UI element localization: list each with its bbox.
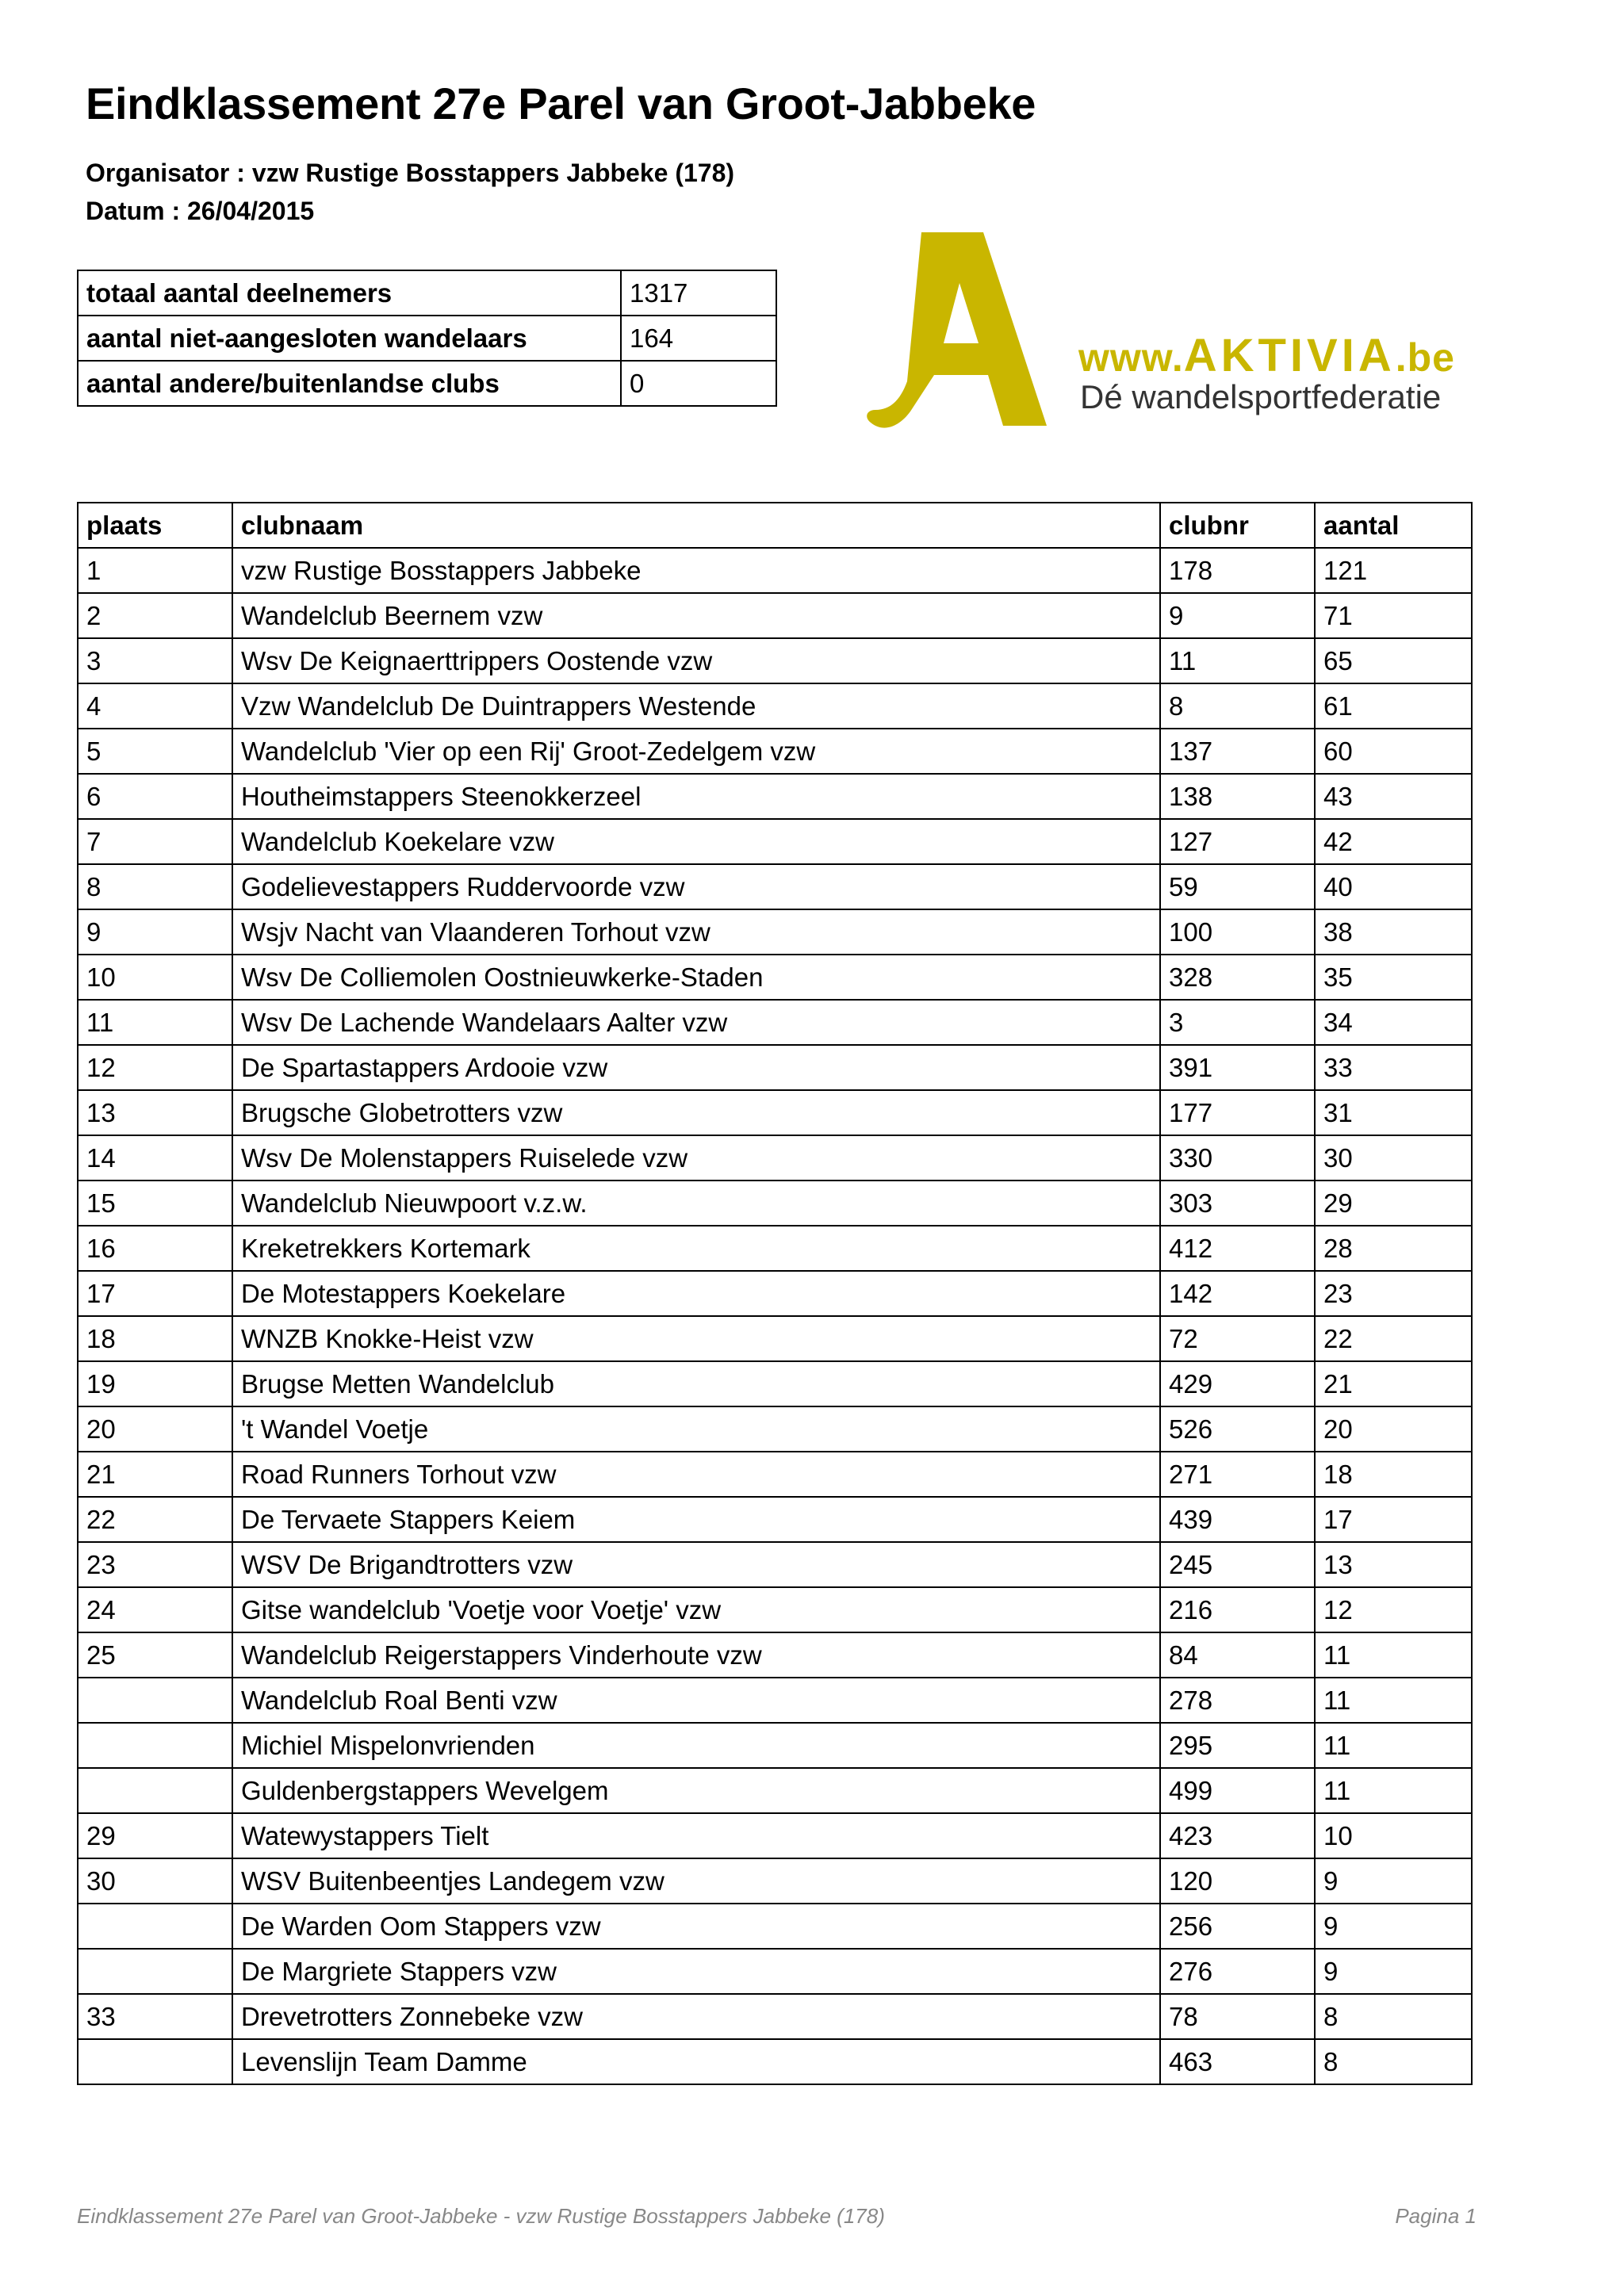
aktivia-a-mark-icon	[848, 226, 1078, 440]
cell-plaats: 1	[78, 548, 232, 593]
cell-plaats: 21	[78, 1452, 232, 1497]
cell-aantal: 23	[1315, 1271, 1472, 1316]
cell-aantal: 65	[1315, 638, 1472, 683]
cell-clubnaam: Drevetrotters Zonnebeke vzw	[232, 1994, 1160, 2039]
cell-clubnaam: Wsv De Colliemolen Oostnieuwkerke-Staden	[232, 955, 1160, 1000]
date-line: Datum : 26/04/2015	[86, 197, 315, 225]
cell-aantal: 10	[1315, 1813, 1472, 1858]
cell-plaats: 24	[78, 1587, 232, 1632]
cell-aantal: 11	[1315, 1768, 1472, 1813]
results-header-row	[78, 503, 1472, 548]
cell-clubnr: 245	[1160, 1542, 1315, 1587]
cell-aantal: 40	[1315, 864, 1472, 909]
cell-clubnaam: Wandelclub 'Vier op een Rij' Groot-Zedelgem vzw	[232, 729, 1160, 774]
table-row	[78, 1858, 1472, 1904]
cell-clubnr: 303	[1160, 1181, 1315, 1226]
cell-clubnr: 295	[1160, 1723, 1315, 1768]
cell-plaats: 10	[78, 955, 232, 1000]
table-row	[78, 1090, 1472, 1135]
cell-clubnaam: Brugsche Globetrotters vzw	[232, 1090, 1160, 1135]
cell-plaats: 5	[78, 729, 232, 774]
cell-clubnaam: Wandelclub Reigerstappers Vinderhoute vzw	[232, 1632, 1160, 1678]
cell-aantal: 9	[1315, 1904, 1472, 1949]
page-title: Eindklassement 27e Parel van Groot-Jabbeke	[86, 78, 1036, 128]
cell-plaats: 15	[78, 1181, 232, 1226]
cell-clubnaam: Wsv De Lachende Wandelaars Aalter vzw	[232, 1000, 1160, 1045]
cell-clubnaam: Levenslijn Team Damme	[232, 2039, 1160, 2084]
table-row	[78, 683, 1472, 729]
cell-plaats: 19	[78, 1361, 232, 1406]
cell-plaats: 30	[78, 1858, 232, 1904]
cell-aantal: 11	[1315, 1723, 1472, 1768]
cell-aantal: 35	[1315, 955, 1472, 1000]
table-row	[78, 1497, 1472, 1542]
cell-plaats: 6	[78, 774, 232, 819]
aktivia-logo	[848, 226, 1475, 440]
table-row	[78, 1678, 1472, 1723]
cell-aantal: 20	[1315, 1406, 1472, 1452]
cell-clubnaam: Gitse wandelclub 'Voetje voor Voetje' vzw	[232, 1587, 1160, 1632]
cell-clubnaam: De Spartastappers Ardooie vzw	[232, 1045, 1160, 1090]
cell-aantal: 22	[1315, 1316, 1472, 1361]
cell-plaats: 25	[78, 1632, 232, 1678]
table-row	[78, 1949, 1472, 1994]
cell-plaats: 4	[78, 683, 232, 729]
cell-plaats: 2	[78, 593, 232, 638]
cell-aantal: 31	[1315, 1090, 1472, 1135]
cell-clubnr: 142	[1160, 1271, 1315, 1316]
cell-aantal: 34	[1315, 1000, 1472, 1045]
cell-aantal: 17	[1315, 1497, 1472, 1542]
cell-clubnaam: WSV De Brigandtrotters vzw	[232, 1542, 1160, 1587]
cell-plaats: 18	[78, 1316, 232, 1361]
table-row	[78, 1316, 1472, 1361]
logo-url-brand: AKTIVIA	[1183, 330, 1396, 381]
cell-aantal: 11	[1315, 1678, 1472, 1723]
cell-clubnr: 330	[1160, 1135, 1315, 1181]
table-row	[78, 729, 1472, 774]
summary-value: 0	[621, 361, 776, 406]
cell-clubnr: 429	[1160, 1361, 1315, 1406]
cell-plaats: 17	[78, 1271, 232, 1316]
cell-plaats	[78, 2039, 232, 2084]
logo-url	[1078, 329, 1455, 382]
table-row	[78, 1135, 1472, 1181]
cell-plaats: 29	[78, 1813, 232, 1858]
cell-clubnaam: Wandelclub Nieuwpoort v.z.w.	[232, 1181, 1160, 1226]
cell-clubnr: 256	[1160, 1904, 1315, 1949]
table-row	[78, 864, 1472, 909]
cell-clubnr: 216	[1160, 1587, 1315, 1632]
cell-aantal: 29	[1315, 1181, 1472, 1226]
cell-aantal: 33	[1315, 1045, 1472, 1090]
cell-clubnaam: Road Runners Torhout vzw	[232, 1452, 1160, 1497]
cell-clubnaam: WNZB Knokke-Heist vzw	[232, 1316, 1160, 1361]
cell-clubnr: 11	[1160, 638, 1315, 683]
cell-clubnr: 72	[1160, 1316, 1315, 1361]
organizer-line: Organisator : vzw Rustige Bosstappers Jabbeke (178)	[86, 159, 735, 187]
cell-plaats: 20	[78, 1406, 232, 1452]
cell-clubnr: 463	[1160, 2039, 1315, 2084]
table-row	[78, 1406, 1472, 1452]
table-row	[78, 1181, 1472, 1226]
cell-clubnaam: Wandelclub Roal Benti vzw	[232, 1678, 1160, 1723]
cell-clubnr: 526	[1160, 1406, 1315, 1452]
table-row	[78, 1723, 1472, 1768]
table-row	[78, 1587, 1472, 1632]
cell-clubnaam: 't Wandel Voetje	[232, 1406, 1160, 1452]
cell-clubnr: 138	[1160, 774, 1315, 819]
cell-clubnaam: Brugse Metten Wandelclub	[232, 1361, 1160, 1406]
cell-aantal: 61	[1315, 683, 1472, 729]
table-row	[78, 955, 1472, 1000]
cell-plaats: 8	[78, 864, 232, 909]
cell-aantal: 121	[1315, 548, 1472, 593]
cell-clubnr: 9	[1160, 593, 1315, 638]
cell-aantal: 13	[1315, 1542, 1472, 1587]
table-row	[78, 1361, 1472, 1406]
cell-aantal: 8	[1315, 2039, 1472, 2084]
cell-plaats: 16	[78, 1226, 232, 1271]
cell-clubnaam: De Warden Oom Stappers vzw	[232, 1904, 1160, 1949]
cell-plaats	[78, 1723, 232, 1768]
cell-plaats: 22	[78, 1497, 232, 1542]
cell-clubnaam: Guldenbergstappers Wevelgem	[232, 1768, 1160, 1813]
cell-clubnr: 120	[1160, 1858, 1315, 1904]
cell-clubnr: 137	[1160, 729, 1315, 774]
cell-plaats: 9	[78, 909, 232, 955]
cell-plaats: 13	[78, 1090, 232, 1135]
summary-value: 1317	[621, 270, 776, 316]
cell-aantal: 71	[1315, 593, 1472, 638]
cell-aantal: 9	[1315, 1949, 1472, 1994]
table-row	[78, 593, 1472, 638]
cell-aantal: 43	[1315, 774, 1472, 819]
summary-label: aantal niet-aangesloten wandelaars	[78, 316, 621, 361]
table-row	[78, 1994, 1472, 2039]
summary-label: aantal andere/buitenlandse clubs	[78, 361, 621, 406]
summary-row	[78, 316, 776, 361]
cell-clubnaam: Wsv De Keignaerttrippers Oostende vzw	[232, 638, 1160, 683]
cell-aantal: 21	[1315, 1361, 1472, 1406]
cell-plaats	[78, 1904, 232, 1949]
cell-clubnr: 271	[1160, 1452, 1315, 1497]
table-row	[78, 1226, 1472, 1271]
table-row	[78, 638, 1472, 683]
cell-plaats: 23	[78, 1542, 232, 1587]
cell-aantal: 12	[1315, 1587, 1472, 1632]
table-row	[78, 1000, 1472, 1045]
cell-clubnr: 328	[1160, 955, 1315, 1000]
cell-clubnr: 178	[1160, 548, 1315, 593]
table-row	[78, 909, 1472, 955]
cell-aantal: 28	[1315, 1226, 1472, 1271]
footer-text: Eindklassement 27e Parel van Groot-Jabbeke - vzw Rustige Bosstappers Jabbeke (178)	[77, 2204, 885, 2228]
table-row	[78, 1904, 1472, 1949]
cell-aantal: 9	[1315, 1858, 1472, 1904]
logo-url-suffix: .be	[1395, 335, 1455, 380]
header-aantal: aantal	[1315, 503, 1472, 548]
summary-table	[77, 270, 777, 407]
table-row	[78, 1271, 1472, 1316]
cell-aantal: 11	[1315, 1632, 1472, 1678]
cell-clubnr: 84	[1160, 1632, 1315, 1678]
cell-clubnaam: Wsv De Molenstappers Ruiselede vzw	[232, 1135, 1160, 1181]
cell-plaats	[78, 1768, 232, 1813]
cell-clubnr: 412	[1160, 1226, 1315, 1271]
logo-url-prefix: www.	[1078, 335, 1184, 380]
cell-plaats: 33	[78, 1994, 232, 2039]
cell-aantal: 30	[1315, 1135, 1472, 1181]
table-row	[78, 1045, 1472, 1090]
cell-clubnr: 423	[1160, 1813, 1315, 1858]
cell-clubnaam: WSV Buitenbeentjes Landegem vzw	[232, 1858, 1160, 1904]
cell-clubnr: 177	[1160, 1090, 1315, 1135]
cell-aantal: 38	[1315, 909, 1472, 955]
header-plaats: plaats	[78, 503, 232, 548]
results-table	[77, 502, 1473, 2085]
header-clubnr: clubnr	[1160, 503, 1315, 548]
cell-clubnaam: Kreketrekkers Kortemark	[232, 1226, 1160, 1271]
cell-aantal: 8	[1315, 1994, 1472, 2039]
cell-clubnaam: Michiel Mispelonvrienden	[232, 1723, 1160, 1768]
header-clubnaam: clubnaam	[232, 503, 1160, 548]
cell-clubnr: 8	[1160, 683, 1315, 729]
cell-plaats: 7	[78, 819, 232, 864]
cell-clubnaam: De Tervaete Stappers Keiem	[232, 1497, 1160, 1542]
cell-aantal: 18	[1315, 1452, 1472, 1497]
table-row	[78, 819, 1472, 864]
cell-clubnr: 276	[1160, 1949, 1315, 1994]
cell-clubnr: 278	[1160, 1678, 1315, 1723]
cell-aantal: 42	[1315, 819, 1472, 864]
table-row	[78, 1542, 1472, 1587]
cell-plaats: 14	[78, 1135, 232, 1181]
cell-clubnaam: Wandelclub Beernem vzw	[232, 593, 1160, 638]
cell-plaats: 3	[78, 638, 232, 683]
cell-clubnr: 59	[1160, 864, 1315, 909]
summary-value: 164	[621, 316, 776, 361]
cell-clubnaam: De Motestappers Koekelare	[232, 1271, 1160, 1316]
summary-label: totaal aantal deelnemers	[78, 270, 621, 316]
page-number: Pagina 1	[1395, 2204, 1477, 2228]
cell-plaats: 11	[78, 1000, 232, 1045]
cell-clubnr: 499	[1160, 1768, 1315, 1813]
table-row	[78, 1452, 1472, 1497]
cell-clubnr: 439	[1160, 1497, 1315, 1542]
table-row	[78, 548, 1472, 593]
cell-plaats	[78, 1678, 232, 1723]
cell-clubnaam: De Margriete Stappers vzw	[232, 1949, 1160, 1994]
cell-clubnaam: Wandelclub Koekelare vzw	[232, 819, 1160, 864]
cell-clubnaam: Vzw Wandelclub De Duintrappers Westende	[232, 683, 1160, 729]
cell-clubnaam: Watewystappers Tielt	[232, 1813, 1160, 1858]
cell-clubnr: 78	[1160, 1994, 1315, 2039]
cell-clubnr: 3	[1160, 1000, 1315, 1045]
logo-tagline: Dé wandelsportfederatie	[1080, 378, 1442, 415]
table-row	[78, 1813, 1472, 1858]
summary-row	[78, 361, 776, 406]
cell-clubnr: 391	[1160, 1045, 1315, 1090]
cell-clubnr: 100	[1160, 909, 1315, 955]
cell-plaats	[78, 1949, 232, 1994]
cell-aantal: 60	[1315, 729, 1472, 774]
table-row	[78, 2039, 1472, 2084]
table-row	[78, 1632, 1472, 1678]
cell-clubnaam: Houtheimstappers Steenokkerzeel	[232, 774, 1160, 819]
table-row	[78, 774, 1472, 819]
cell-plaats: 12	[78, 1045, 232, 1090]
cell-clubnaam: Godelievestappers Ruddervoorde vzw	[232, 864, 1160, 909]
cell-clubnr: 127	[1160, 819, 1315, 864]
cell-clubnaam: vzw Rustige Bosstappers Jabbeke	[232, 548, 1160, 593]
summary-row	[78, 270, 776, 316]
table-row	[78, 1768, 1472, 1813]
cell-clubnaam: Wsjv Nacht van Vlaanderen Torhout vzw	[232, 909, 1160, 955]
